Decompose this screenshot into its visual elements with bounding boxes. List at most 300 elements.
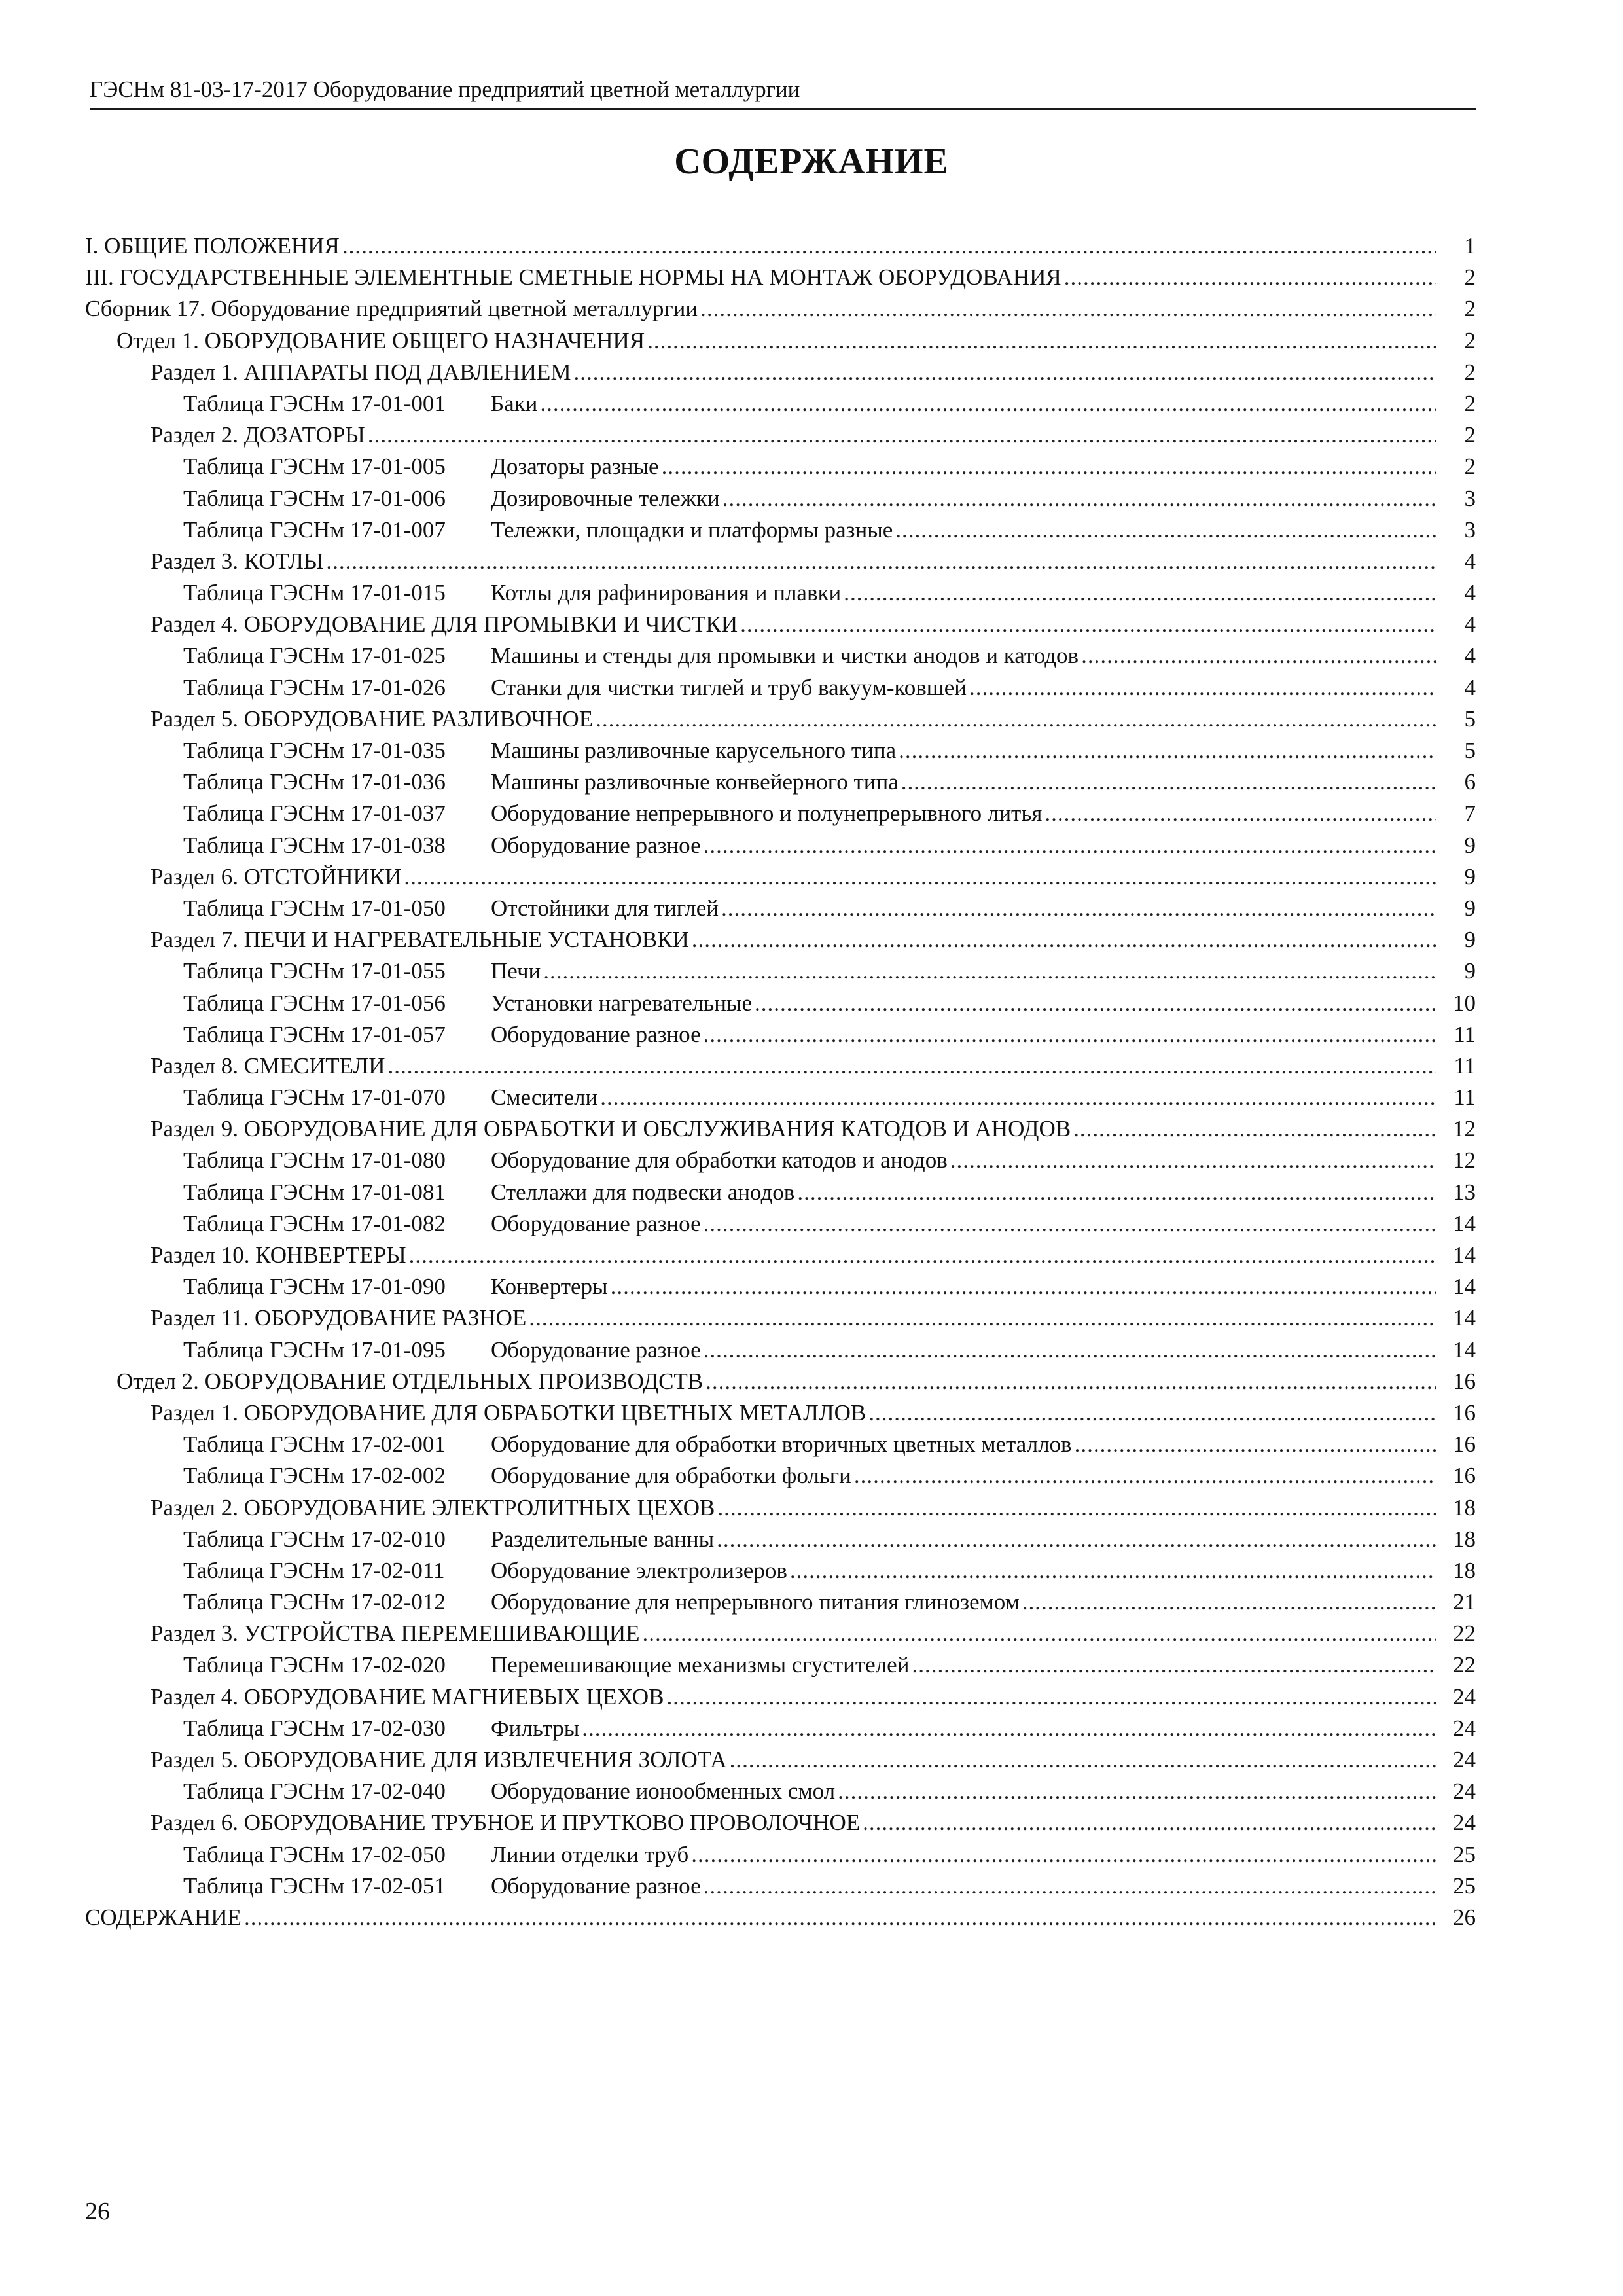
toc-dot-leader [797, 1177, 1436, 1208]
toc-entry[interactable] [85, 514, 1476, 546]
toc-table-number: Таблица ГЭСНм 17-02-050 [183, 1841, 446, 1867]
toc-page-number: 14 [1453, 1210, 1476, 1236]
toc-entry-text [183, 798, 1436, 829]
toc-page-number: 18 [1453, 1557, 1476, 1583]
toc-entry-label: Раздел 4. ОБОРУДОВАНИЕ ДЛЯ ПРОМЫВКИ И ЧИСТКИ [151, 609, 739, 640]
toc-entry[interactable] [85, 1240, 1476, 1271]
toc-entry-label: Отстойники для тиглей [491, 893, 720, 924]
toc-entry-text [151, 1618, 1436, 1649]
toc-entry-label: Раздел 9. ОБОРУДОВАНИЕ ДЛЯ ОБРАБОТКИ И ОБСЛУЖИВАНИЯ КАТОДОВ И АНОДОВ [151, 1113, 1072, 1145]
table-of-contents [85, 230, 1476, 1933]
toc-entry-text [151, 1681, 1436, 1713]
toc-dot-leader [692, 924, 1436, 956]
toc-entry-text [183, 830, 1436, 861]
toc-entry-label: Раздел 6. ОТСТОЙНИКИ [151, 861, 402, 893]
toc-table-number: Таблица ГЭСНм 17-01-035 [183, 738, 446, 763]
toc-dot-leader [666, 1681, 1436, 1713]
toc-entry-label: Дозаторы разные [491, 451, 660, 482]
toc-page-number: 14 [1453, 1336, 1476, 1363]
toc-entry-text [183, 1649, 1436, 1681]
toc-dot-leader [600, 1082, 1436, 1113]
toc-entry-text [183, 388, 1436, 420]
toc-page-number: 24 [1453, 1715, 1476, 1741]
toc-page-number: 4 [1464, 611, 1476, 637]
toc-entry-text [151, 609, 1436, 640]
toc-dot-leader [704, 1871, 1436, 1902]
toc-dot-leader [950, 1145, 1436, 1176]
toc-entry-label: Раздел 3. УСТРОЙСТВА ПЕРЕМЕШИВАЮЩИЕ [151, 1618, 641, 1649]
toc-entry-text [151, 1050, 1436, 1082]
toc-table-number: Таблица ГЭСНм 17-01-006 [183, 485, 446, 511]
toc-entry-label: III. ГОСУДАРСТВЕННЫЕ ЭЛЕМЕНТНЫЕ СМЕТНЫЕ НОРМЫ НА МОНТАЖ ОБОРУДОВАНИЯ [85, 262, 1063, 293]
toc-entry-text [183, 766, 1436, 798]
toc-entry[interactable] [85, 1460, 1476, 1492]
toc-table-number: Таблица ГЭСНм 17-01-005 [183, 454, 446, 480]
toc-entry-text [183, 1713, 1436, 1744]
toc-page-number: 24 [1453, 1810, 1476, 1836]
toc-entry-text [151, 1807, 1436, 1839]
toc-entry-label: Раздел 1. ОБОРУДОВАНИЕ ДЛЯ ОБРАБОТКИ ЦВЕТНЫХ МЕТАЛЛОВ [151, 1397, 867, 1429]
toc-dot-leader [863, 1807, 1436, 1839]
toc-entry[interactable] [85, 1366, 1476, 1397]
toc-entry-label: Линии отделки труб [491, 1839, 690, 1871]
toc-entry-text [151, 704, 1436, 735]
toc-entry[interactable] [85, 1871, 1476, 1902]
toc-page-number: 2 [1464, 264, 1476, 291]
toc-entry[interactable] [85, 766, 1476, 798]
toc-entry-label: Оборудование для обработки вторичных цветных металлов [491, 1429, 1073, 1460]
toc-entry-text [151, 1113, 1436, 1145]
toc-entry-text [183, 893, 1436, 924]
toc-page-number: 21 [1453, 1589, 1476, 1615]
toc-entry-label: Оборудование для обработки катодов и анодов [491, 1145, 949, 1176]
toc-entry-text [183, 1082, 1436, 1113]
toc-dot-leader [700, 293, 1436, 325]
toc-dot-leader [529, 1302, 1436, 1334]
toc-entry-text [151, 1492, 1436, 1524]
toc-entry-text [183, 451, 1436, 482]
toc-table-number: Таблица ГЭСНм 17-02-010 [183, 1526, 446, 1552]
toc-entry-text [151, 420, 1436, 451]
toc-page-number: 24 [1453, 1683, 1476, 1710]
toc-entry-text [183, 1208, 1436, 1240]
toc-entry[interactable] [85, 1019, 1476, 1050]
toc-entry-text [85, 1902, 1436, 1933]
toc-dot-leader [721, 893, 1436, 924]
toc-page-number: 25 [1453, 1841, 1476, 1867]
toc-entry-text [183, 577, 1436, 609]
toc-table-number: Таблица ГЭСНм 17-01-015 [183, 580, 446, 606]
toc-dot-leader [838, 1776, 1436, 1807]
toc-entry-label: Машины разливочные карусельного типа [491, 735, 897, 766]
toc-dot-leader [895, 514, 1436, 546]
toc-entry-text [183, 640, 1436, 672]
toc-page-number: 24 [1453, 1747, 1476, 1772]
header-rule [90, 108, 1476, 110]
toc-page-number: 5 [1464, 738, 1476, 763]
toc-entry[interactable] [85, 357, 1476, 388]
toc-entry-text [85, 262, 1436, 293]
toc-entry[interactable] [85, 735, 1476, 766]
toc-dot-leader [647, 325, 1436, 357]
toc-entry[interactable] [85, 672, 1476, 704]
toc-page-number: 3 [1464, 516, 1476, 543]
page-title: СОДЕРЖАНИЕ [674, 141, 949, 182]
toc-entry[interactable] [85, 1492, 1476, 1524]
toc-entry[interactable] [85, 640, 1476, 672]
toc-page-number: 5 [1464, 706, 1476, 732]
toc-entry-label: Оборудование разное [491, 1019, 702, 1050]
toc-page-number: 2 [1464, 296, 1476, 322]
toc-entry-text [183, 1587, 1436, 1618]
toc-entry-label: Отдел 2. ОБОРУДОВАНИЕ ОТДЕЛЬНЫХ ПРОИЗВОДСТВ [116, 1366, 704, 1397]
toc-entry[interactable] [85, 1271, 1476, 1302]
toc-entry-label: Перемешивающие механизмы сгустителей [491, 1649, 910, 1681]
toc-entry[interactable] [85, 893, 1476, 924]
toc-entry-label: Оборудование разное [491, 1208, 702, 1240]
toc-entry-text [183, 1839, 1436, 1871]
toc-entry[interactable] [85, 1776, 1476, 1807]
toc-table-number: Таблица ГЭСНм 17-01-037 [183, 800, 446, 827]
toc-dot-leader [704, 1019, 1436, 1050]
toc-page-number: 9 [1464, 927, 1476, 953]
toc-entry[interactable] [85, 861, 1476, 893]
toc-entry-label: Раздел 2. ОБОРУДОВАНИЕ ЭЛЕКТРОЛИТНЫХ ЦЕХОВ [151, 1492, 716, 1524]
toc-entry[interactable] [85, 1649, 1476, 1681]
toc-entry[interactable] [85, 1839, 1476, 1871]
toc-entry-label: Установки нагревательные [491, 988, 753, 1019]
toc-entry[interactable] [85, 1082, 1476, 1113]
toc-entry[interactable] [85, 1145, 1476, 1176]
toc-entry[interactable] [85, 1302, 1476, 1334]
toc-table-number: Таблица ГЭСНм 17-01-070 [183, 1085, 446, 1111]
toc-table-number: Таблица ГЭСНм 17-01-025 [183, 643, 446, 669]
toc-page-number: 18 [1453, 1526, 1476, 1552]
toc-page-number: 2 [1464, 390, 1476, 416]
toc-dot-leader [409, 1240, 1436, 1271]
toc-page-number: 18 [1453, 1494, 1476, 1520]
toc-entry-label: Раздел 7. ПЕЧИ И НАГРЕВАТЕЛЬНЫЕ УСТАНОВКИ [151, 924, 690, 956]
toc-page-number: 4 [1464, 674, 1476, 700]
toc-entry-text [116, 325, 1436, 357]
toc-entry-text [183, 988, 1436, 1019]
toc-entry[interactable] [85, 1397, 1476, 1429]
toc-entry[interactable] [85, 1555, 1476, 1587]
toc-dot-leader [1075, 1429, 1436, 1460]
toc-entry[interactable] [85, 1208, 1476, 1240]
toc-page-number: 1 [1464, 233, 1476, 259]
toc-entry-text [183, 1460, 1436, 1492]
toc-entry-text [183, 1271, 1436, 1302]
toc-page-number: 9 [1464, 895, 1476, 921]
toc-dot-leader [1044, 798, 1436, 829]
toc-entry-label: Оборудование разное [491, 1335, 702, 1366]
toc-page-number: 11 [1454, 1052, 1476, 1079]
toc-dot-leader [543, 956, 1436, 987]
toc-entry-label: Оборудование разное [491, 1871, 702, 1902]
toc-entry-label: Баки [491, 388, 539, 420]
toc-entry-text [151, 1397, 1436, 1429]
toc-entry-label: Конвертеры [491, 1271, 609, 1302]
toc-entry-text [183, 735, 1436, 766]
toc-table-number: Таблица ГЭСНм 17-01-056 [183, 990, 446, 1016]
toc-dot-leader [368, 420, 1436, 451]
toc-page-number: 3 [1464, 485, 1476, 511]
toc-table-number: Таблица ГЭСНм 17-01-080 [183, 1147, 446, 1174]
toc-entry[interactable] [85, 1335, 1476, 1366]
toc-entry-text [183, 1776, 1436, 1807]
toc-table-number: Таблица ГЭСНм 17-01-055 [183, 958, 446, 984]
toc-entry[interactable] [85, 924, 1476, 956]
toc-dot-leader [611, 1271, 1436, 1302]
toc-dot-leader [705, 1366, 1436, 1397]
toc-dot-leader [1073, 1113, 1436, 1145]
toc-entry-label: I. ОБЩИЕ ПОЛОЖЕНИЯ [85, 230, 341, 262]
toc-entry-label: Станки для чистки тиглей и труб вакуум-ковшей [491, 672, 968, 704]
toc-entry-text [151, 1302, 1436, 1334]
toc-entry-text [183, 1429, 1436, 1460]
toc-table-number: Таблица ГЭСНм 17-01-082 [183, 1210, 446, 1236]
toc-page-number: 4 [1464, 548, 1476, 574]
toc-entry[interactable] [85, 988, 1476, 1019]
toc-entry[interactable] [85, 1429, 1476, 1460]
toc-table-number: Таблица ГЭСНм 17-01-036 [183, 769, 446, 795]
toc-entry-text [183, 1145, 1436, 1176]
toc-page-number: 2 [1464, 359, 1476, 385]
toc-entry[interactable] [85, 262, 1476, 293]
toc-entry[interactable] [85, 1744, 1476, 1776]
toc-entry-text [183, 1177, 1436, 1208]
toc-dot-leader [582, 1713, 1436, 1744]
toc-entry-label: Оборудование ионообменных смол [491, 1776, 836, 1807]
toc-entry-text [151, 546, 1436, 577]
toc-dot-leader [755, 988, 1436, 1019]
toc-entry-label: Раздел 6. ОБОРУДОВАНИЕ ТРУБНОЕ И ПРУТКОВО ПРОВОЛОЧНОЕ [151, 1807, 861, 1839]
toc-dot-leader [717, 1524, 1436, 1555]
toc-dot-leader [573, 357, 1436, 388]
toc-page-number: 12 [1453, 1116, 1476, 1142]
toc-page-number: 16 [1453, 1399, 1476, 1426]
toc-dot-leader [717, 1492, 1436, 1524]
toc-dot-leader [704, 830, 1436, 861]
toc-entry-label: Разделительные ванны [491, 1524, 715, 1555]
toc-entry[interactable] [85, 546, 1476, 577]
toc-table-number: Таблица ГЭСНм 17-02-040 [183, 1778, 446, 1804]
toc-table-number: Таблица ГЭСНм 17-02-001 [183, 1431, 446, 1458]
toc-page-number: 4 [1464, 643, 1476, 669]
toc-table-number: Таблица ГЭСНм 17-01-038 [183, 832, 446, 858]
toc-page-number: 26 [1453, 1904, 1476, 1930]
toc-entry[interactable] [85, 1587, 1476, 1618]
toc-dot-leader [643, 1618, 1436, 1649]
toc-dot-leader [662, 451, 1436, 482]
toc-table-number: Таблица ГЭСНм 17-01-050 [183, 895, 446, 921]
toc-entry-label: Оборудование для обработки фольги [491, 1460, 853, 1492]
toc-entry[interactable] [85, 483, 1476, 514]
toc-table-number: Таблица ГЭСНм 17-01-001 [183, 390, 446, 416]
toc-table-number: Таблица ГЭСНм 17-02-011 [183, 1557, 445, 1583]
toc-page-number: 25 [1453, 1873, 1476, 1899]
toc-dot-leader [326, 546, 1436, 577]
toc-entry-label: Раздел 5. ОБОРУДОВАНИЕ ДЛЯ ИЗВЛЕЧЕНИЯ ЗОЛОТА [151, 1744, 728, 1776]
toc-dot-leader [244, 1902, 1436, 1933]
toc-entry-text [183, 1555, 1436, 1587]
toc-entry-text [183, 483, 1436, 514]
toc-entry-label: Дозировочные тележки [491, 483, 721, 514]
toc-entry-label: Печи [491, 956, 542, 987]
toc-dot-leader [388, 1050, 1436, 1082]
toc-dot-leader [730, 1744, 1436, 1776]
toc-page-number: 11 [1454, 1021, 1476, 1047]
toc-dot-leader [790, 1555, 1436, 1587]
toc-entry-text [116, 1366, 1436, 1397]
toc-table-number: Таблица ГЭСНм 17-01-081 [183, 1179, 446, 1205]
toc-table-number: Таблица ГЭСНм 17-01-057 [183, 1021, 446, 1047]
toc-table-number: Таблица ГЭСНм 17-01-026 [183, 674, 446, 700]
toc-dot-leader [404, 861, 1436, 893]
toc-table-number: Таблица ГЭСНм 17-02-030 [183, 1715, 446, 1741]
toc-entry-text [151, 1744, 1436, 1776]
toc-dot-leader [1064, 262, 1436, 293]
toc-entry[interactable] [85, 609, 1476, 640]
toc-page-number: 16 [1453, 1431, 1476, 1458]
toc-dot-leader [899, 735, 1436, 766]
toc-entry[interactable] [85, 798, 1476, 829]
toc-page-number: 2 [1464, 422, 1476, 448]
toc-entry[interactable] [85, 830, 1476, 861]
toc-entry[interactable] [85, 1177, 1476, 1208]
toc-entry[interactable] [85, 388, 1476, 420]
toc-entry-text [85, 230, 1436, 262]
toc-dot-leader [596, 704, 1436, 735]
toc-table-number: Таблица ГЭСНм 17-01-007 [183, 516, 446, 543]
toc-entry[interactable] [85, 1681, 1476, 1713]
toc-dot-leader [844, 577, 1436, 609]
toc-page-number: 10 [1453, 990, 1476, 1016]
toc-entry-label: Стеллажи для подвески анодов [491, 1177, 796, 1208]
toc-entry-text [183, 1871, 1436, 1902]
toc-dot-leader [704, 1208, 1436, 1240]
toc-page-number: 7 [1464, 800, 1476, 827]
toc-dot-leader [722, 483, 1436, 514]
toc-dot-leader [868, 1397, 1436, 1429]
toc-dot-leader [901, 766, 1436, 798]
toc-entry-text [183, 956, 1436, 987]
toc-entry[interactable] [85, 577, 1476, 609]
toc-page-number: 2 [1464, 327, 1476, 353]
toc-entry-label: Оборудование разное [491, 830, 702, 861]
toc-page-number: 24 [1453, 1778, 1476, 1804]
toc-entry-text [85, 293, 1436, 325]
toc-page-number: 16 [1453, 1368, 1476, 1394]
toc-page-number: 6 [1464, 769, 1476, 795]
toc-entry[interactable] [85, 1113, 1476, 1145]
toc-entry-label: Смесители [491, 1082, 599, 1113]
toc-page-number: 2 [1464, 454, 1476, 480]
toc-page-number: 14 [1453, 1305, 1476, 1331]
toc-page-number: 9 [1464, 958, 1476, 984]
toc-entry-text [183, 514, 1436, 546]
toc-entry[interactable] [85, 230, 1476, 262]
toc-entry-label: Оборудование электролизеров [491, 1555, 789, 1587]
toc-page-number: 16 [1453, 1463, 1476, 1489]
toc-entry[interactable] [85, 1524, 1476, 1555]
toc-page-number: 22 [1453, 1621, 1476, 1647]
toc-entry-label: Тележки, площадки и платформы разные [491, 514, 894, 546]
toc-dot-leader [969, 672, 1436, 704]
toc-dot-leader [691, 1839, 1436, 1871]
toc-entry-label: Раздел 3. КОТЛЫ [151, 546, 325, 577]
toc-entry[interactable] [85, 1902, 1476, 1933]
toc-entry-label: Оборудование непрерывного и полунепрерывного литья [491, 798, 1043, 829]
toc-entry-label: Отдел 1. ОБОРУДОВАНИЕ ОБЩЕГО НАЗНАЧЕНИЯ [116, 325, 646, 357]
toc-entry-text [151, 357, 1436, 388]
toc-table-number: Таблица ГЭСНм 17-01-095 [183, 1336, 446, 1363]
toc-table-number: Таблица ГЭСНм 17-02-002 [183, 1463, 446, 1489]
toc-entry-text [183, 1019, 1436, 1050]
toc-entry-text [183, 672, 1436, 704]
toc-entry-label: Раздел 1. АППАРАТЫ ПОД ДАВЛЕНИЕМ [151, 357, 572, 388]
toc-page-number: 9 [1464, 832, 1476, 858]
toc-page-number: 11 [1454, 1085, 1476, 1111]
toc-entry[interactable] [85, 956, 1476, 987]
toc-entry-text [151, 861, 1436, 893]
toc-entry-label: Оборудование для непрерывного питания глиноземом [491, 1587, 1021, 1618]
toc-entry-label: Раздел 10. КОНВЕРТЕРЫ [151, 1240, 408, 1271]
toc-entry[interactable] [85, 420, 1476, 451]
toc-dot-leader [342, 230, 1436, 262]
toc-entry-label: Раздел 8. СМЕСИТЕЛИ [151, 1050, 387, 1082]
toc-entry[interactable] [85, 451, 1476, 482]
toc-dot-leader [540, 388, 1436, 420]
toc-entry-label: Машины разливочные конвейерного типа [491, 766, 900, 798]
toc-entry-text [151, 924, 1436, 956]
toc-entry[interactable] [85, 325, 1476, 357]
toc-dot-leader [1081, 640, 1436, 672]
toc-entry[interactable] [85, 1713, 1476, 1744]
toc-entry-label: Машины и стенды для промывки и чистки анодов и катодов [491, 640, 1080, 672]
toc-page-number: 14 [1453, 1274, 1476, 1300]
toc-entry[interactable] [85, 1050, 1476, 1082]
toc-page-number: 13 [1453, 1179, 1476, 1205]
toc-entry[interactable] [85, 704, 1476, 735]
toc-table-number: Таблица ГЭСНм 17-02-051 [183, 1873, 446, 1899]
toc-entry[interactable] [85, 293, 1476, 325]
toc-dot-leader [740, 609, 1436, 640]
toc-entry-text [183, 1524, 1436, 1555]
toc-table-number: Таблица ГЭСНм 17-02-012 [183, 1589, 446, 1615]
toc-entry-label: СОДЕРЖАНИЕ [85, 1902, 243, 1933]
toc-dot-leader [1022, 1587, 1436, 1618]
toc-entry-text [151, 1240, 1436, 1271]
toc-entry-label: Раздел 2. ДОЗАТОРЫ [151, 420, 366, 451]
toc-entry-label: Сборник 17. Оборудование предприятий цветной металлургии [85, 293, 699, 325]
page-number: 26 [85, 2198, 110, 2225]
toc-entry-label: Фильтры [491, 1713, 580, 1744]
toc-page-number: 14 [1453, 1242, 1476, 1268]
toc-table-number: Таблица ГЭСНм 17-01-090 [183, 1274, 446, 1300]
toc-table-number: Таблица ГЭСНм 17-02-020 [183, 1652, 446, 1678]
toc-entry[interactable] [85, 1618, 1476, 1649]
toc-entry-label: Раздел 4. ОБОРУДОВАНИЕ МАГНИЕВЫХ ЦЕХОВ [151, 1681, 665, 1713]
toc-page-number: 4 [1464, 580, 1476, 606]
toc-page-number: 9 [1464, 863, 1476, 889]
toc-entry-text [183, 1335, 1436, 1366]
toc-entry-label: Раздел 11. ОБОРУДОВАНИЕ РАЗНОЕ [151, 1302, 527, 1334]
toc-dot-leader [704, 1335, 1436, 1366]
toc-entry[interactable] [85, 1807, 1476, 1839]
toc-entry-label: Раздел 5. ОБОРУДОВАНИЕ РАЗЛИВОЧНОЕ [151, 704, 594, 735]
